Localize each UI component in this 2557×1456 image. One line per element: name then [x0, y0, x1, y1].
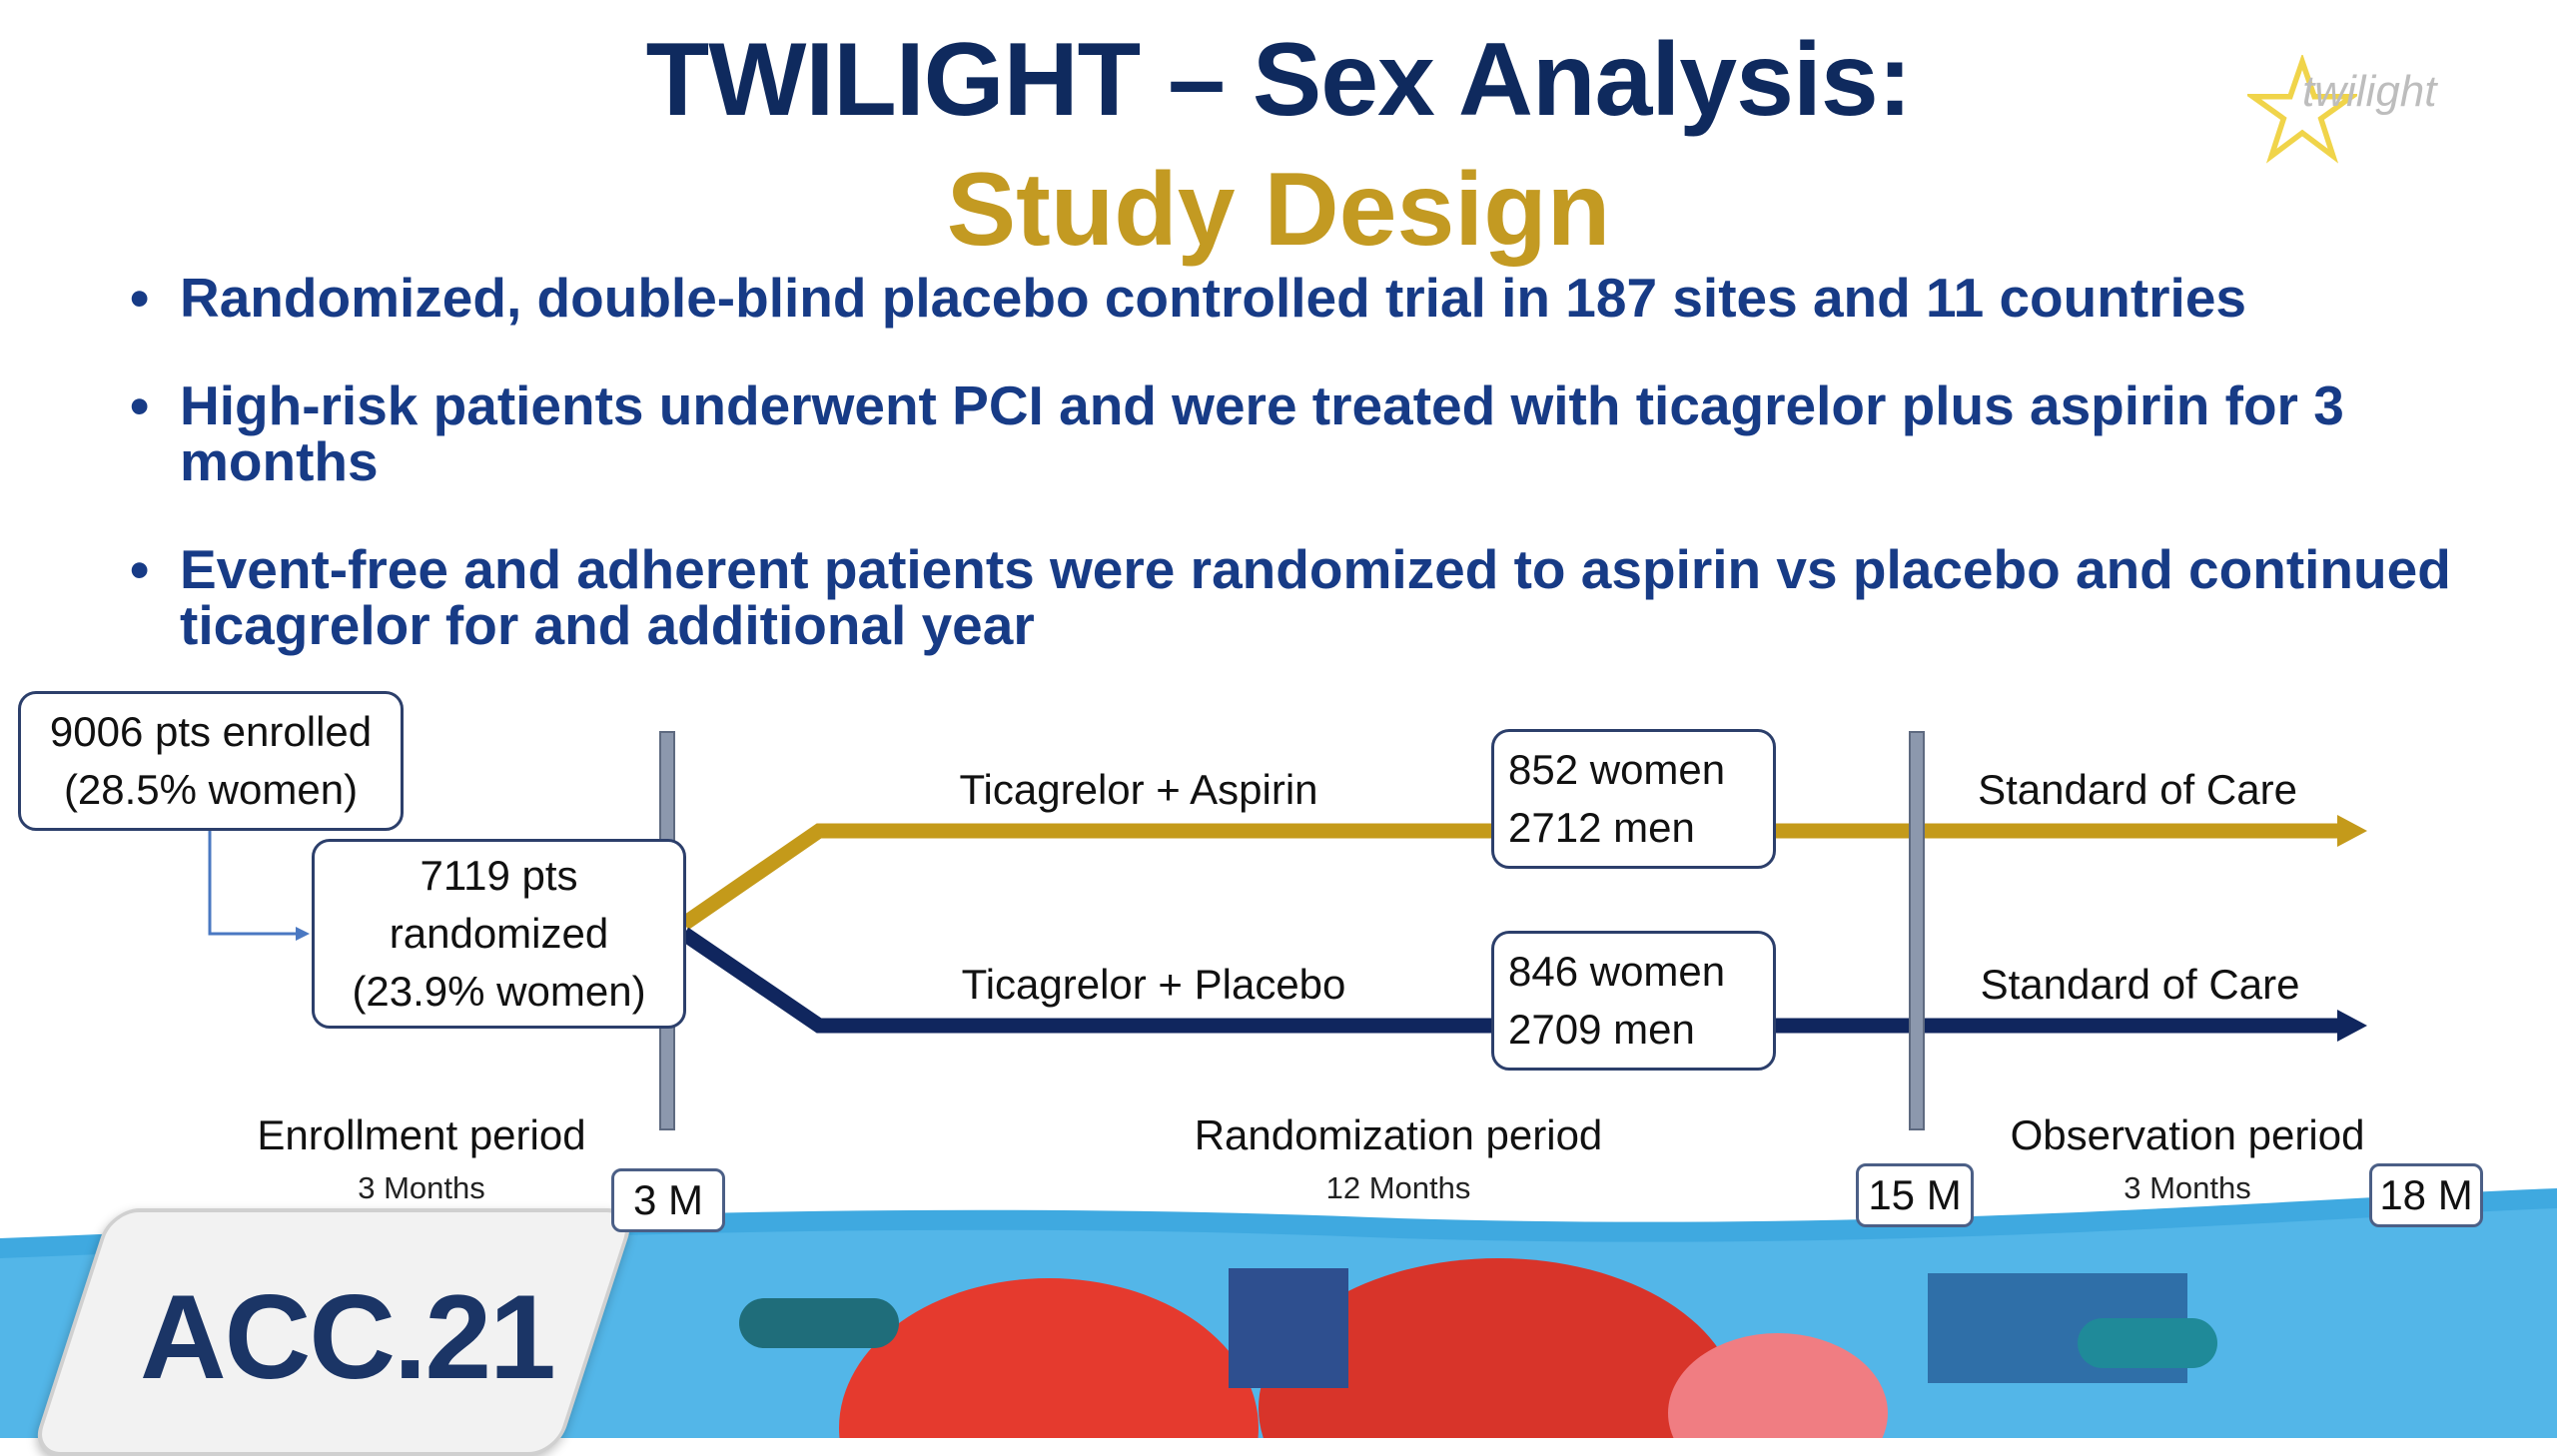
observation-period-duration: 3 Months [2124, 1170, 2251, 1205]
enrollment-period-label: Enrollment period [257, 1111, 586, 1158]
placebo-arm-label: Ticagrelor + Placebo [961, 961, 1346, 1008]
randomized-box: 7119 pts randomized (23.9% women) [312, 839, 686, 1029]
aspirin-standard-of-care: Standard of Care [1978, 766, 2297, 813]
bullet-dot-icon: • [130, 538, 150, 600]
bullet-item: • Randomized, double-blind placebo controlled trial in 187 sites and 11 countries [130, 267, 2246, 329]
slide-subtitle: Study Design [946, 152, 1611, 268]
milestone-3m: 3 M [611, 1168, 725, 1232]
acc21-logo-text: ACC.21 [140, 1270, 554, 1404]
milestone-bar-15m [1909, 731, 1925, 1130]
bullet-item: • Event-free and adherent patients were randomized to aspirin vs placebo and continued ticagrelor for and additional year [130, 538, 2451, 656]
enrollment-period-duration: 3 Months [358, 1170, 485, 1205]
placebo-arm-arrow-icon [2337, 1010, 2367, 1042]
enrolled-box [18, 691, 404, 831]
placebo-standard-of-care: Standard of Care [1980, 961, 2300, 1008]
enrolled-women-share: (28.5% women) [63, 766, 359, 813]
bullet-item: • High-risk patients underwent PCI and were treated with ticagrelor plus aspirin for 3 months [130, 374, 2344, 492]
enrolled-count: 9006 pts enrolled [49, 708, 373, 755]
slide-title: TWILIGHT – Sex Analysis: [645, 22, 1912, 138]
observation-period-label: Observation period [2010, 1111, 2365, 1158]
aspirin-arm-label: Ticagrelor + Aspirin [959, 766, 1318, 813]
aspirin-arm-arrow-icon [2337, 815, 2367, 847]
connector-arrow-icon [296, 927, 310, 941]
randomization-period-label: Randomization period [1194, 1111, 1603, 1158]
bullet-dot-icon: • [130, 374, 150, 436]
randomization-period-duration: 12 Months [1325, 1170, 1471, 1205]
aspirin-arm-counts: 852 women 2712 men [1491, 729, 1776, 869]
twilight-logo-text: twilight [2302, 67, 2437, 116]
bullet-dot-icon: • [130, 267, 150, 329]
placebo-arm-counts: 846 women 2709 men [1491, 931, 1776, 1071]
connector-line [210, 824, 300, 934]
milestone-18m: 18 M [2369, 1163, 2483, 1227]
milestone-15m: 15 M [1856, 1163, 1974, 1227]
